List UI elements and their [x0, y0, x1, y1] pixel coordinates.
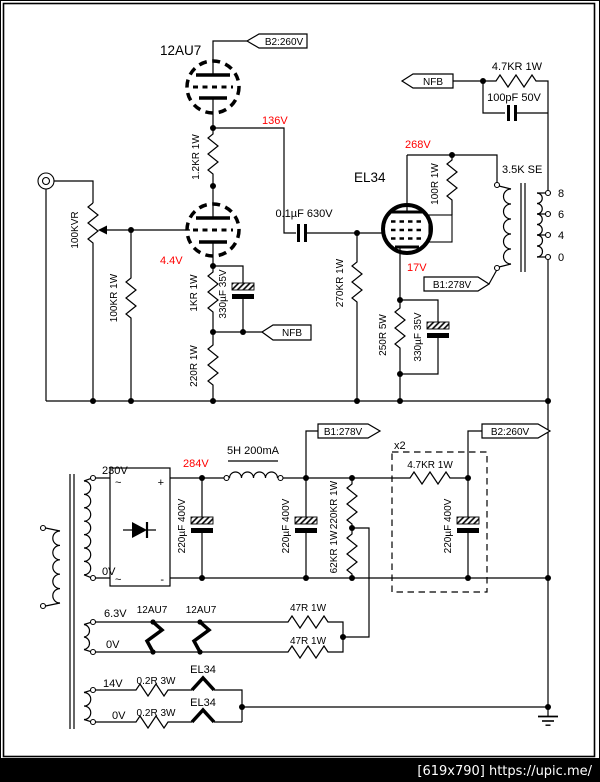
label-voltage-284: 284V [183, 458, 209, 470]
primary-top-terminal [495, 183, 500, 188]
rectifier-ac1: ~ [115, 477, 122, 489]
label-hum-resistor-1: 47R 1W [289, 603, 327, 614]
label-coupling-cap: 0.1µF 630V [275, 208, 333, 220]
label-tap-8: 8 [558, 188, 565, 200]
label-cathode-resistor: 1KR 1W [189, 274, 200, 312]
label-voltage-268: 268V [405, 139, 431, 151]
label-filter-cap-3: 220µF 400V [443, 498, 454, 554]
label-tap-4: 4 [558, 230, 565, 242]
label-cathode-cap: 330µF 35V [218, 269, 229, 319]
label-voltage-17: 17V [407, 262, 427, 274]
label-dropper-resistor: 4.7KR 1W [407, 460, 453, 471]
label-6v-0v: 0V [106, 639, 120, 651]
heater6-terminal-a [91, 620, 96, 625]
label-v1-tube: 12AU7 [160, 43, 202, 58]
label-cathode-cap-2: 330µF 35V [413, 312, 424, 362]
label-drop-resistor-2: 0.2R 3W [136, 708, 176, 719]
label-divider-upper: 220KR 1W [329, 480, 340, 530]
label-screen-resistor: 100R 1W [430, 163, 441, 205]
label-hv-0: 0V [102, 566, 116, 578]
label-heater-12au7-2: 12AU7 [185, 605, 217, 616]
rectifier-ac2: ~ [115, 574, 122, 586]
label-cathode-250r: 250R 5W [378, 314, 389, 356]
tap-0-terminal [546, 255, 551, 260]
label-14v: 14V [103, 678, 123, 690]
label-volume-pot: 100KVR [70, 211, 81, 249]
label-heater-12au7-1: 12AU7 [136, 605, 168, 616]
flag-b2-top-text: B2:260V [264, 37, 304, 48]
tap-4-terminal [546, 233, 551, 238]
label-opt: 3.5K SE [502, 164, 543, 176]
label-14v-0v: 0V [112, 710, 126, 722]
label-voltage-136: 136V [262, 115, 288, 127]
label-filter-cap-1: 220µF 400V [177, 498, 188, 554]
flag-b1-psu-text: B1:278V [323, 427, 363, 438]
flag-nfb-top [402, 74, 453, 88]
heater6-terminal-b [91, 650, 96, 655]
mains-terminal-1 [41, 526, 46, 531]
label-choke: 5H 200mA [227, 445, 279, 457]
rectifier-minus: - [160, 574, 164, 586]
flag-b2-psu-text: B2:260V [490, 427, 530, 438]
label-grid-leak: 270KR 1W [335, 258, 346, 308]
label-el34-heater-2: EL34 [190, 697, 216, 709]
label-hum-resistor-2: 47R 1W [289, 636, 327, 647]
flag-b1-psu [318, 424, 380, 438]
label-anode-resistor: 1.2KR 1W [191, 134, 202, 180]
flag-b2-psu [482, 424, 550, 438]
label-nfb-resistor: 4.7KR 1W [491, 61, 543, 73]
flag-nfb-top-text: NFB [423, 77, 443, 88]
watermark-bar [0, 758, 600, 782]
label-grid-resistor: 100KR 1W [109, 273, 120, 323]
hv-terminal-230 [91, 476, 96, 481]
input-jack [38, 173, 54, 189]
hv-terminal-0 [91, 576, 96, 581]
label-filter-cap-2: 220µF 400V [281, 498, 292, 554]
label-hv-230: 230V [102, 465, 128, 477]
tap-8-terminal [546, 191, 551, 196]
tap-6-terminal [546, 212, 551, 217]
mains-terminal-2 [41, 604, 46, 609]
flag-b1-mid-text: B1:278V [432, 280, 472, 291]
label-tap-0: 0 [558, 252, 565, 264]
heater14-terminal-a [91, 688, 96, 693]
label-drop-resistor-1: 0.2R 3W [136, 676, 176, 687]
label-x2: x2 [394, 440, 406, 452]
heater14-terminal-b [91, 720, 96, 725]
flag-b2-top [247, 34, 307, 48]
label-nfb-return-resistor: 220R 1W [189, 345, 200, 387]
flag-nfb-mid [262, 325, 311, 340]
label-el34-heater-1: EL34 [190, 664, 216, 676]
label-divider-lower: 62KR 1W [329, 530, 340, 574]
rectifier-plus: + [157, 477, 164, 489]
watermark-text: [619x790] https://upic.me/ [417, 764, 592, 779]
label-voltage-4v4: 4.4V [160, 255, 183, 267]
label-tap-6: 6 [558, 209, 565, 221]
label-nfb-cap: 100pF 50V [487, 92, 541, 104]
primary-bottom-terminal [495, 266, 500, 271]
flag-b1-mid [424, 277, 489, 291]
flag-nfb-mid-text: NFB [282, 328, 302, 339]
label-6v3: 6.3V [104, 608, 127, 620]
label-el34-tube: EL34 [354, 170, 386, 185]
